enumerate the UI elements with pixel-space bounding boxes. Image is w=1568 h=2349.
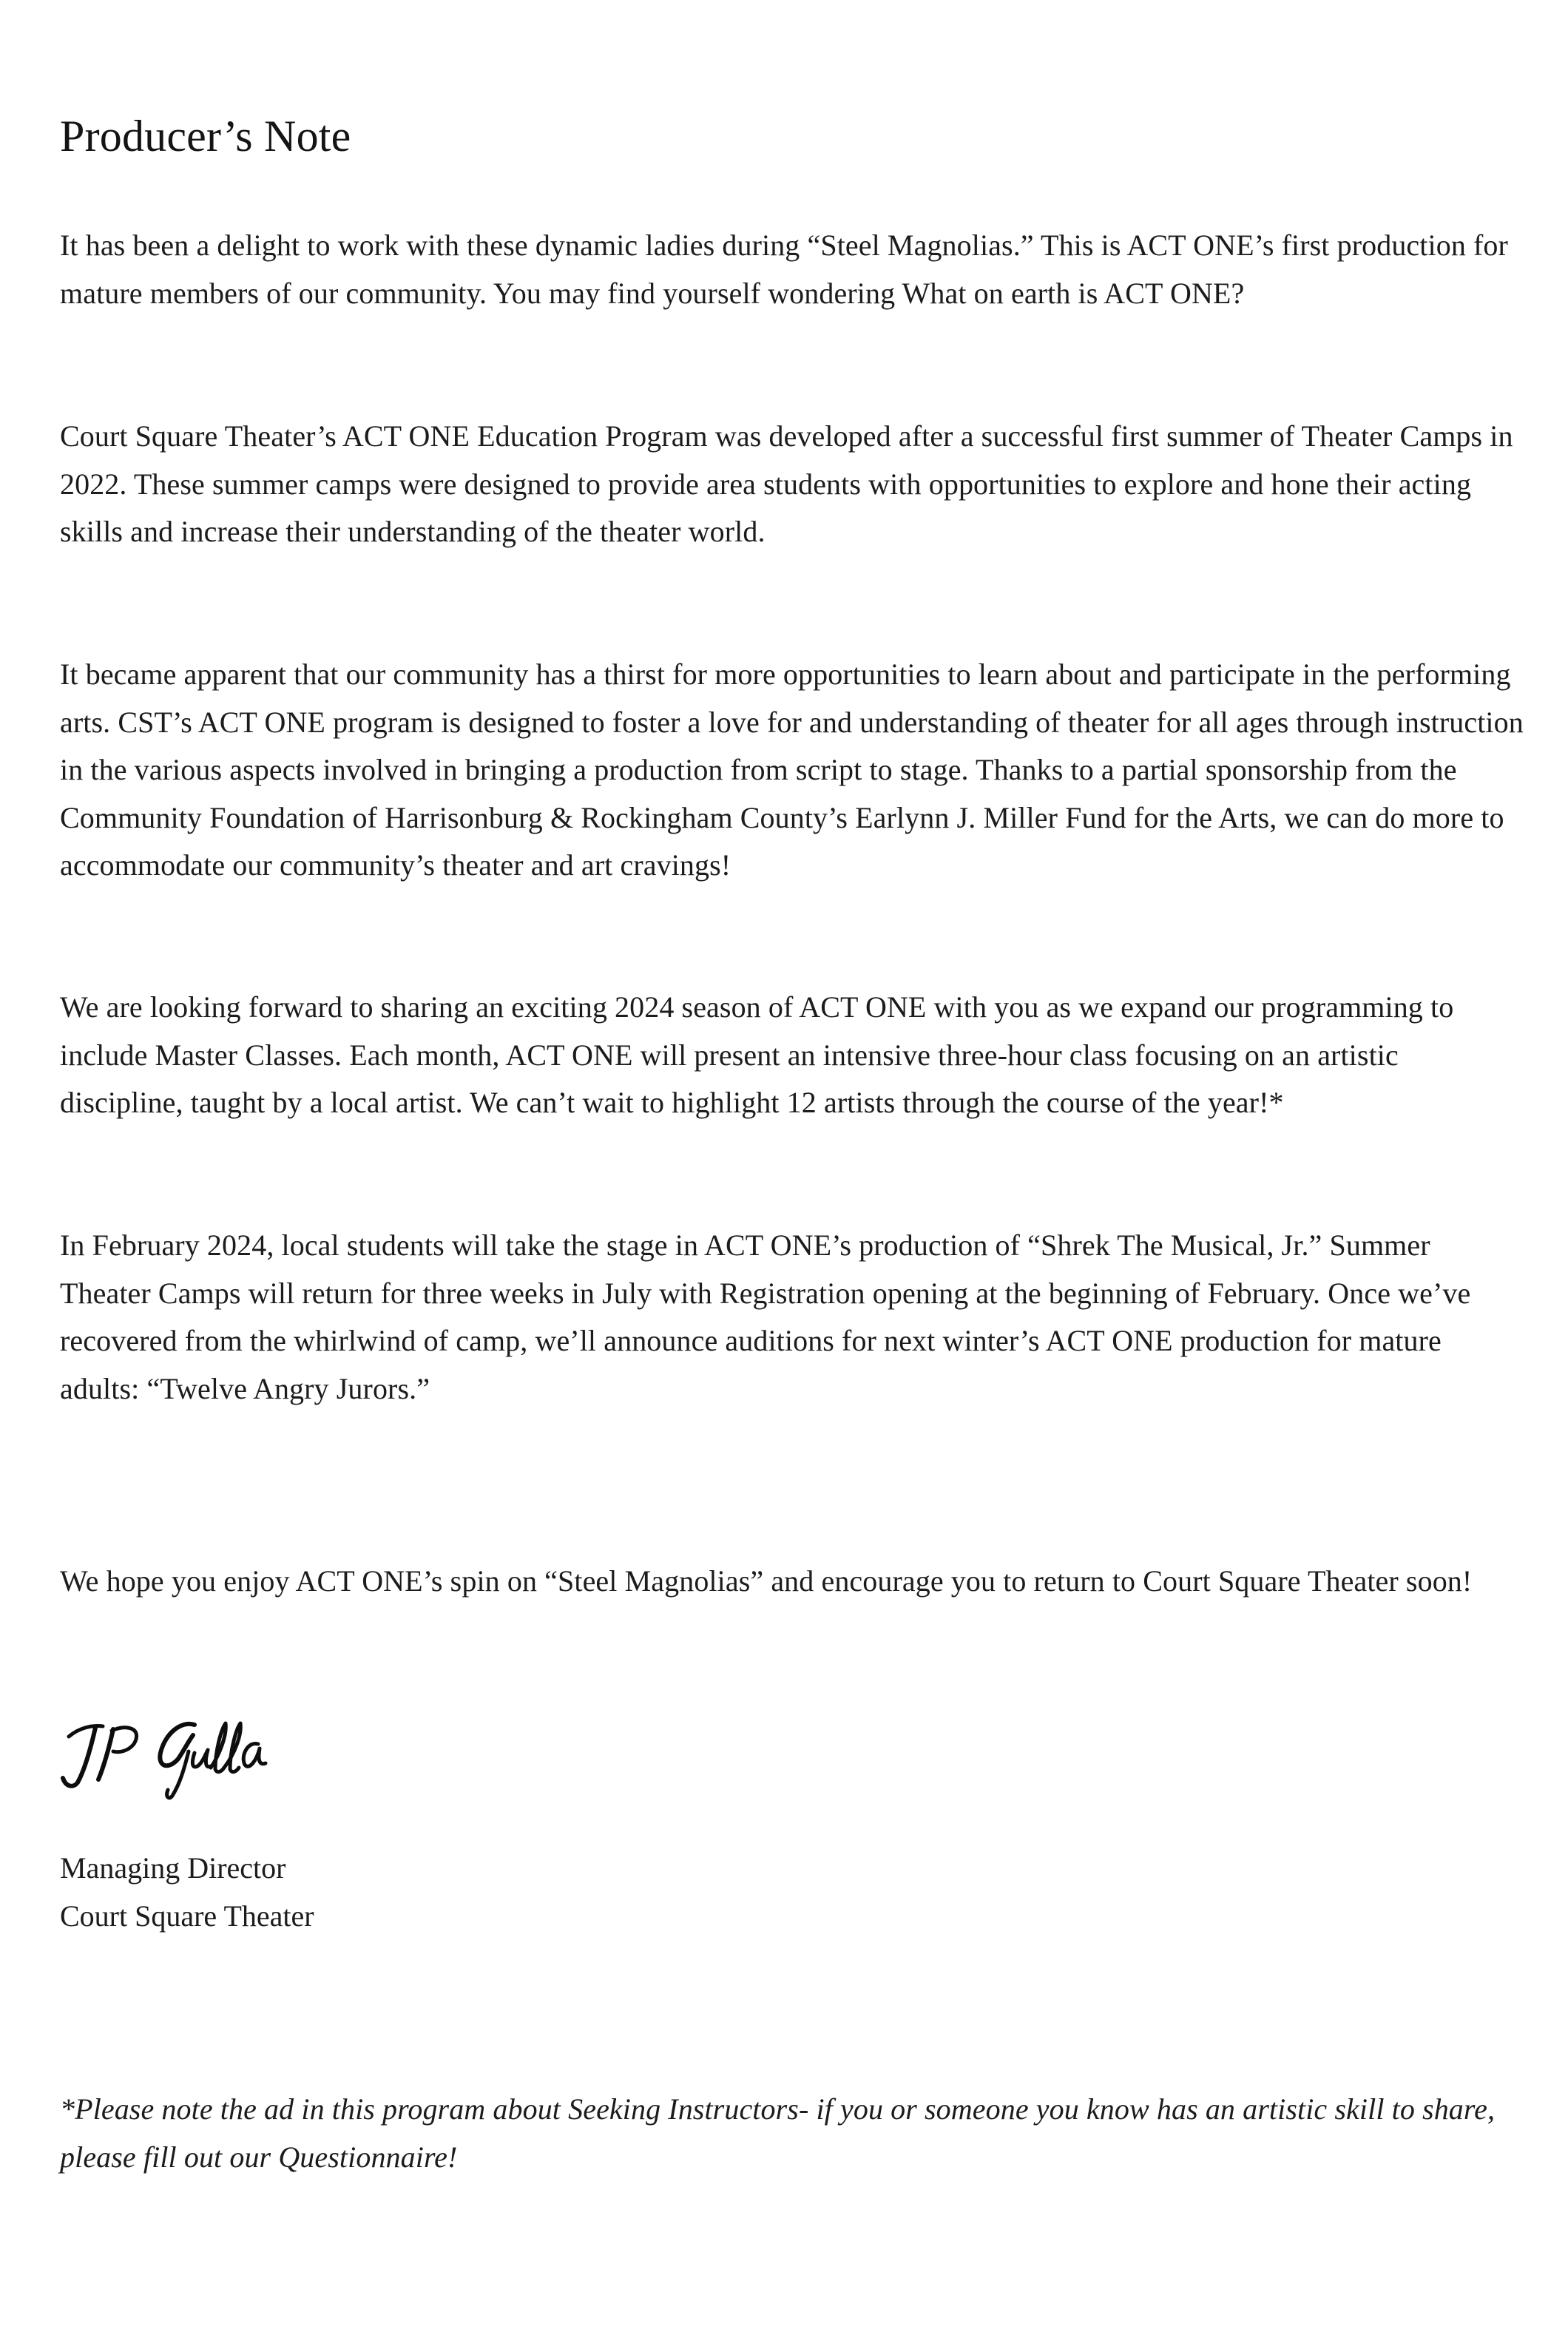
handwritten-signature [57,1714,294,1803]
signer-organization: Court Square Theater [60,1899,314,1933]
paragraph-program-history: Court Square Theater’s ACT ONE Education Program was developed after a successful first summer of Theater Camps in 2022. These summer camps were designed to provide area students with opportunities to explore and hone their acting skills and increase their understanding of the theater world. [60,419,1513,549]
paragraph-master-classes: We are looking forward to sharing an exciting 2024 season of ACT ONE with you as we expand our programming to include Master Classes. Each month, ACT ONE will present an intensive three-hour class focusing on an artistic discipline, taught by a local artist. We can’t wait to highlight 12 artists through the course of the year!* [60,990,1454,1120]
paragraph-upcoming-season: In February 2024, local students will take the stage in ACT ONE’s production of “Shrek The Musical, Jr.” Summer Theater Camps will return for three weeks in July with Registration opening at the beginning of February. Once we’ve recovered from the whirlwind of camp, we’ll announce auditions for next winter’s ACT ONE production for mature adults: “Twelve Angry Jurors.” [60,1228,1471,1405]
page-title: Producer’s Note [60,112,351,160]
footnote: *Please note the ad in this program about Seeking Instructors- if you or someone you know has an artistic skill to share, please fill out our Questionnaire! [60,2092,1496,2174]
signature-block [60,1845,314,1940]
signature-glyphs [57,1714,294,1803]
paragraph-closing: We hope you enjoy ACT ONE’s spin on “Steel Magnolias” and encourage you to return to Court Square Theater soon! [60,1564,1473,1598]
paragraph-community-sponsorship: It became apparent that our community has a thirst for more opportunities to learn about and participate in the performing arts. CST’s ACT ONE program is designed to foster a love for and understanding of theater for all ages through instruction in the various aspects involved in bringing a production from script to stage. Thanks to a partial sponsorship from the Community Foundation of Harrisonburg & Rockingham County’s Earlynn J. Miller Fund for the Arts, we can do more to accommodate our community’s theater and art cravings! [60,658,1524,882]
paragraph-intro: It has been a delight to work with these dynamic ladies during “Steel Magnolias.” This is ACT ONE’s first production for mature members of our community. You may find yourself wondering What on earth is ACT ONE? [60,229,1508,310]
signer-role: Managing Director [60,1851,286,1885]
